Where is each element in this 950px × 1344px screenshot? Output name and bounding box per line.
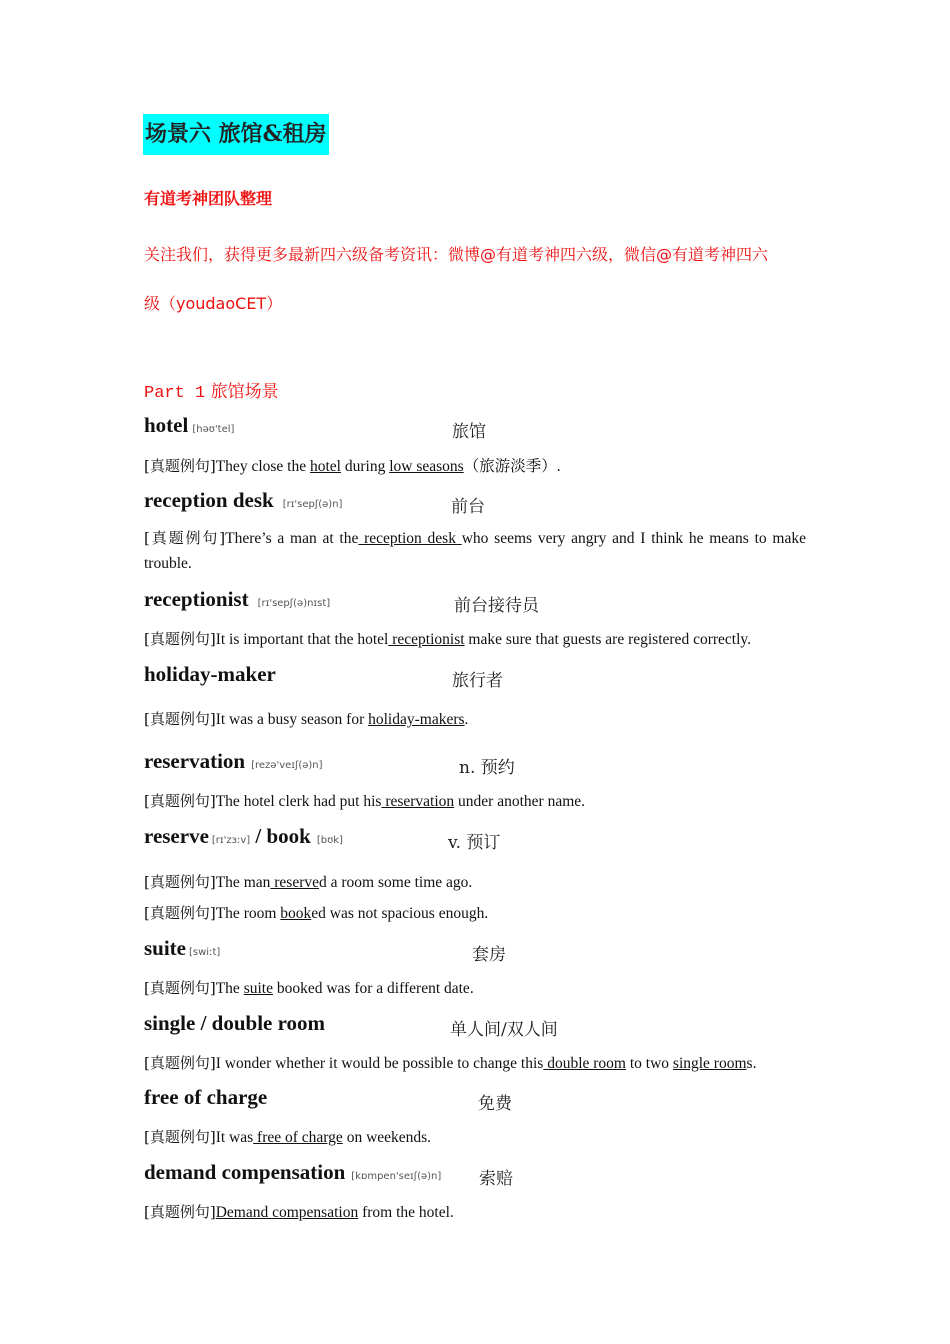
- term-phonetic: [həʊ'tel]: [192, 424, 235, 435]
- example-sentence: [真题例句]They close the hotel during low seasons（旅游淡季）.: [144, 457, 561, 475]
- term-phonetic: [rezə'veɪʃ(ə)n]: [251, 760, 323, 771]
- term-word: reservation: [144, 749, 246, 773]
- term-meaning: 单人间/双人间: [450, 1020, 558, 1040]
- term-phonetic: [rɪ'sepʃ(ə)nɪst]: [257, 598, 331, 609]
- term-word: suite: [144, 936, 186, 960]
- follow-notice-line1: 关注我们，获得更多最新四六级备考资讯：微博@有道考神四六级，微信@有道考神四六: [144, 245, 769, 264]
- example-sentence: [真题例句]It was a busy season for holiday-makers.: [144, 710, 469, 728]
- vocab-term-reception-desk: [144, 488, 342, 513]
- example-sentence: [真题例句]The hotel clerk had put his reservation under another name.: [144, 792, 586, 810]
- part-label: Part 1: [144, 384, 206, 403]
- term-meaning: 免费: [478, 1094, 512, 1114]
- vocab-term-single-double-room: [144, 1011, 325, 1036]
- vocab-term-reservation: [144, 749, 323, 774]
- term-word: demand compensation: [144, 1160, 346, 1184]
- term-word: reception desk: [144, 488, 274, 512]
- term-meaning: 旅行者: [452, 671, 503, 691]
- part-name: 旅馆场景: [205, 382, 279, 402]
- term-meaning: 索赔: [479, 1169, 513, 1189]
- example-sentence: [真题例句]It was free of charge on weekends.: [144, 1128, 432, 1146]
- term-phonetic: [swiːt]: [189, 947, 221, 958]
- example-sentence: [真题例句]It is important that the hotel receptionist make sure that guests are registered correctly.: [144, 630, 752, 648]
- example-sentence: [真题例句]There’s a man at the reception desk who seems very angry and I think he means to make trouble.: [144, 529, 806, 572]
- follow-notice-line2: 级（youdaoCET）: [144, 294, 283, 313]
- vocab-term-holiday-maker: [144, 662, 276, 687]
- section-heading: [144, 377, 279, 403]
- term-phonetic-2: [bʊk]: [316, 835, 343, 846]
- term-word: receptionist: [144, 587, 249, 611]
- team-credit: 有道考神团队整理: [144, 189, 273, 208]
- term-phonetic: [rɪ'sepʃ(ə)n]: [282, 499, 343, 510]
- term-meaning: 旅馆: [452, 422, 486, 442]
- page-title: 场景六 旅馆&租房: [143, 114, 329, 155]
- vocab-term-receptionist: [144, 587, 330, 612]
- example-sentence: [真题例句]The room booked was not spacious enough.: [144, 904, 489, 922]
- term-phonetic: [kɒmpen'seɪʃ(ə)n]: [351, 1171, 442, 1182]
- example-sentence: [真题例句]I wonder whether it would be possible to change this double room to two single rooms.: [144, 1054, 757, 1072]
- example-sentence: [真题例句]The man reserved a room some time ago.: [144, 873, 473, 891]
- example-sentence: [真题例句]Demand compensation from the hotel.: [144, 1203, 454, 1221]
- vocab-term-hotel: [144, 413, 234, 438]
- term-meaning: 前台: [451, 497, 485, 517]
- term-word: hotel: [144, 413, 189, 437]
- term-phonetic: [rɪ'zɜːv]: [211, 835, 251, 846]
- term-word: single / double room: [144, 1011, 326, 1035]
- term-word: free of charge: [144, 1085, 268, 1109]
- vocab-term-free-of-charge: [144, 1085, 267, 1110]
- vocab-term-reserve-book: reserve [rɪ'zɜːv] / book [bʊk]: [144, 824, 343, 848]
- term-meaning: n. 预约: [459, 758, 515, 778]
- vocab-term-suite: [144, 936, 220, 961]
- term-meaning: v. 预订: [448, 833, 501, 853]
- term-meaning: 套房: [472, 945, 506, 965]
- term-word: holiday-maker: [144, 662, 276, 686]
- vocab-term-demand-compensation: [144, 1160, 441, 1185]
- term-word-2: book: [266, 824, 311, 848]
- term-meaning: 前台接待员: [454, 596, 539, 616]
- example-sentence: [真题例句]The suite booked was for a different date.: [144, 979, 474, 997]
- term-word: reserve: [144, 824, 209, 848]
